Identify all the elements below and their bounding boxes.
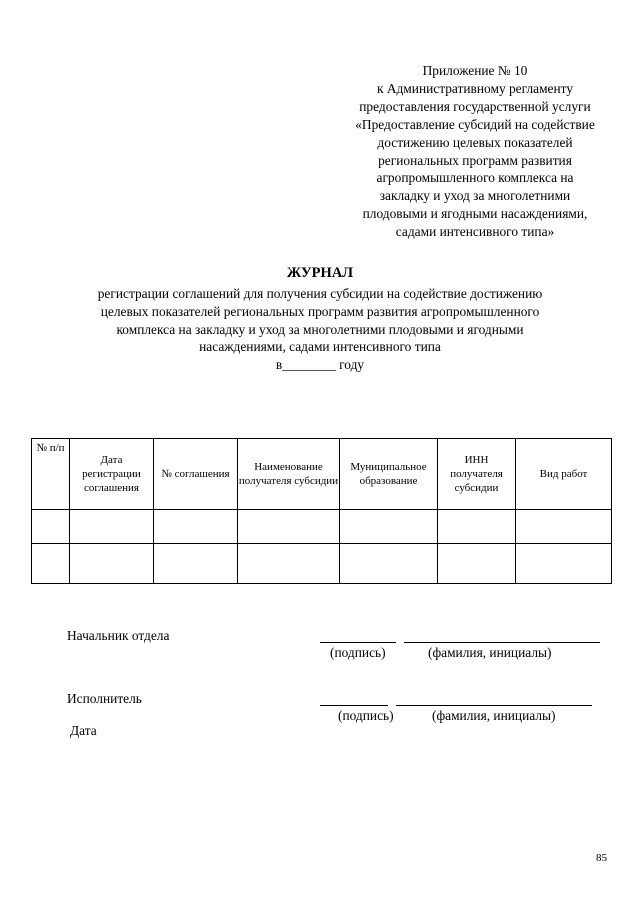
table-cell: [32, 510, 70, 544]
appendix-line: агропромышленного комплекса на: [376, 170, 574, 186]
registration-table: [31, 438, 612, 584]
table-cell: [438, 510, 516, 544]
appendix-line: «Предоставление субсидий на содействие: [355, 116, 595, 132]
head-name-line: [404, 642, 600, 643]
table-header-row: [32, 439, 612, 510]
executor-name-caption: (фамилия, инициалы): [432, 708, 556, 723]
journal-subtitle-line: комплекса на закладку и уход за многолетними плодовыми и ягодными: [116, 321, 524, 337]
table-cell: [516, 510, 612, 544]
table-cell: [32, 544, 70, 584]
journal-subtitle: [60, 285, 580, 374]
table-cell: [340, 544, 438, 584]
appendix-line: региональных программ развития: [378, 152, 572, 168]
col-header-municipality: Муниципальное образование: [340, 439, 438, 510]
appendix-line: закладку и уход за многолетними: [379, 188, 571, 204]
table-cell: [516, 544, 612, 584]
col-header-work-type: Вид работ: [516, 439, 612, 510]
table-cell: [340, 510, 438, 544]
journal-subtitle-line: целевых показателей региональных программ развития агропромышленного: [100, 303, 540, 319]
appendix-block: [334, 62, 616, 241]
col-header-number: № п/п: [32, 439, 70, 510]
table-cell: [70, 544, 154, 584]
table-cell: [154, 544, 238, 584]
col-header-agreement-number: № соглашения: [154, 439, 238, 510]
head-of-department-label: Начальник отдела: [67, 628, 170, 643]
col-header-inn: ИНН получателя субсидии: [438, 439, 516, 510]
appendix-line: предоставления государственной услуги: [359, 98, 591, 114]
journal-title: ЖУРНАЛ: [286, 265, 354, 281]
page-number: 85: [596, 852, 607, 864]
executor-signature-caption: (подпись): [338, 708, 394, 723]
col-header-registration-date: Дата регистрации соглашения: [70, 439, 154, 510]
journal-subtitle-line: регистрации соглашений для получения субсидии на содействие достижению: [97, 286, 543, 301]
executor-signature-line: [320, 705, 388, 706]
table-cell: [438, 544, 516, 584]
head-signature-caption: (подпись): [330, 645, 386, 660]
executor-label: Исполнитель: [67, 691, 142, 706]
table-cell: [238, 544, 340, 584]
table-row: [32, 510, 612, 544]
executor-name-line: [396, 705, 592, 706]
appendix-line: Приложение № 10: [422, 63, 528, 78]
table-cell: [238, 510, 340, 544]
table-cell: [154, 510, 238, 544]
head-name-caption: (фамилия, инициалы): [428, 645, 552, 660]
col-header-recipient-name: Наименование получателя субсидии: [238, 439, 340, 510]
journal-year-line: в________ году: [275, 357, 365, 373]
date-label: Дата: [70, 723, 97, 738]
appendix-line: к Административному регламенту: [376, 80, 574, 96]
table-cell: [70, 510, 154, 544]
head-signature-line: [320, 642, 396, 643]
journal-subtitle-line: насаждениями, садами интенсивного типа: [199, 339, 441, 355]
appendix-line: достижению целевых показателей: [377, 134, 573, 150]
table-row: [32, 544, 612, 584]
appendix-line: садами интенсивного типа»: [395, 224, 555, 240]
appendix-line: плодовыми и ягодными насаждениями,: [362, 206, 588, 222]
